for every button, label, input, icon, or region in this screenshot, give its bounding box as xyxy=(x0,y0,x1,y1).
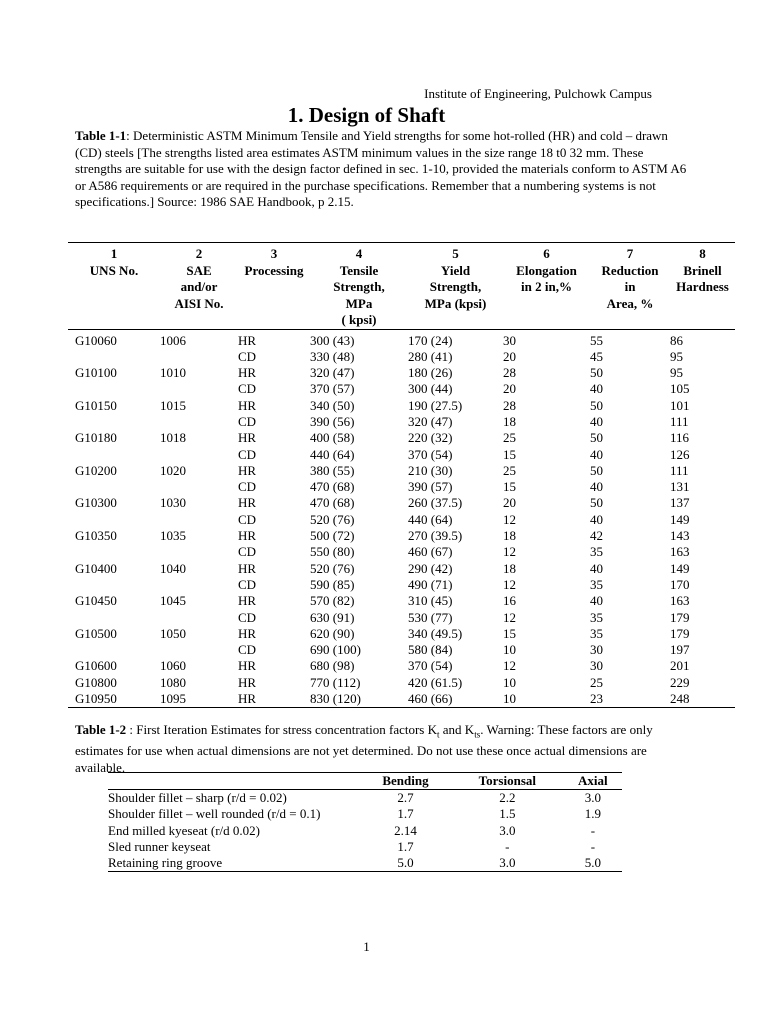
table-row xyxy=(68,610,735,626)
table-cell: 163 xyxy=(670,544,690,560)
table2-col-header: Bending xyxy=(382,773,429,788)
table-cell: 270 (39.5) xyxy=(408,528,463,544)
table-cell: 1010 xyxy=(160,365,186,381)
table-cell: G10150 xyxy=(75,397,117,413)
page-title: 1. Design of Shaft xyxy=(287,103,446,127)
table-cell: G10950 xyxy=(75,691,117,707)
table1-col-header: 1 UNS No. xyxy=(89,246,139,278)
table-row xyxy=(68,398,735,414)
table-cell: 12 xyxy=(503,511,516,527)
table-cell: 15 xyxy=(503,625,516,641)
table-row xyxy=(68,626,735,642)
table-cell: 30 xyxy=(590,642,603,658)
table-cell: 1050 xyxy=(160,625,186,641)
table-cell: HR xyxy=(238,658,257,674)
table-cell: 420 (61.5) xyxy=(408,674,463,690)
table-row xyxy=(68,495,735,511)
table-cell: HR xyxy=(238,397,257,413)
table-cell: CD xyxy=(238,609,257,625)
table1-col-header: 2 SAE and/or AISI No. xyxy=(174,246,224,311)
table2-col-header: Torsionsal xyxy=(478,773,536,788)
table-cell xyxy=(68,447,160,463)
table-cell: 520 (76) xyxy=(310,511,355,527)
table-row xyxy=(68,544,735,560)
table-cell: G10300 xyxy=(75,495,117,511)
table1-body xyxy=(68,329,735,708)
table-cell: 570 (82) xyxy=(310,593,355,609)
table-cell: 400 (58) xyxy=(310,430,355,446)
table-cell: 50 xyxy=(590,397,603,413)
table-cell xyxy=(160,642,238,658)
table-cell: 2.7 xyxy=(397,790,414,805)
table-cell: - xyxy=(590,838,596,854)
table-cell: HR xyxy=(238,528,257,544)
table-cell: 620 (90) xyxy=(310,625,355,641)
table-cell xyxy=(68,642,160,658)
table-cell: G10200 xyxy=(75,462,117,478)
table-cell: CD xyxy=(238,544,257,560)
table2-blank-header xyxy=(108,773,360,790)
table-cell: 116 xyxy=(670,430,690,446)
table-cell: G10100 xyxy=(75,365,117,381)
table2-body xyxy=(108,790,622,872)
table-cell: 830 (120) xyxy=(310,691,361,707)
table-cell: 15 xyxy=(503,446,516,462)
table-cell: 500 (72) xyxy=(310,528,355,544)
table-cell: 86 xyxy=(670,332,683,348)
table-row xyxy=(68,512,735,528)
table-cell: 131 xyxy=(670,479,690,495)
table-cell xyxy=(68,577,160,593)
table-cell: 20 xyxy=(503,381,516,397)
table-row xyxy=(68,479,735,495)
table-cell: 12 xyxy=(503,658,516,674)
table-cell: 179 xyxy=(670,625,690,641)
steel-strength-table xyxy=(68,242,735,708)
table-cell: 55 xyxy=(590,332,603,348)
table-cell: 310 (45) xyxy=(408,593,453,609)
table-cell: 690 (100) xyxy=(310,642,361,658)
table-cell: 550 (80) xyxy=(310,544,355,560)
table-cell: CD xyxy=(238,413,257,429)
table-row xyxy=(68,349,735,365)
table-cell: 340 (50) xyxy=(310,397,355,413)
table-cell: 1006 xyxy=(160,332,186,348)
table-cell: 300 (43) xyxy=(310,332,355,348)
table-row xyxy=(68,577,735,593)
table-cell: Sled runner keyseat xyxy=(108,838,211,854)
table-cell xyxy=(160,414,238,430)
table-cell: HR xyxy=(238,365,257,381)
table-cell: 1095 xyxy=(160,691,186,707)
table-cell xyxy=(160,610,238,626)
table-cell: 390 (56) xyxy=(310,413,355,429)
table-cell: 340 (49.5) xyxy=(408,625,463,641)
table-row xyxy=(108,823,622,839)
table-cell: 248 xyxy=(670,691,690,707)
table-cell: G10400 xyxy=(75,560,117,576)
table-row xyxy=(108,806,622,822)
table1-col-header: 7 Reduction in Area, % xyxy=(601,246,659,311)
table-cell: CD xyxy=(238,446,257,462)
page-number: 1 xyxy=(363,939,370,954)
table-cell: 20 xyxy=(503,348,516,364)
table-cell: 40 xyxy=(590,446,603,462)
table-cell: End milled kyeseat (r/d 0.02) xyxy=(108,822,260,838)
table-cell: 50 xyxy=(590,430,603,446)
table-cell: 580 (84) xyxy=(408,642,453,658)
table-cell: 105 xyxy=(670,381,690,397)
table-cell: 95 xyxy=(670,348,683,364)
table-row xyxy=(68,463,735,479)
table1-header-row xyxy=(68,243,735,330)
table-cell: 320 (47) xyxy=(310,365,355,381)
table-row xyxy=(68,447,735,463)
table-cell: 40 xyxy=(590,413,603,429)
table-cell: 470 (68) xyxy=(310,495,355,511)
table-cell: 50 xyxy=(590,495,603,511)
table-cell: 137 xyxy=(670,495,690,511)
table-row xyxy=(68,528,735,544)
table-cell: HR xyxy=(238,691,257,707)
table-cell: 23 xyxy=(590,691,603,707)
table-cell: 16 xyxy=(503,593,516,609)
table-cell: 28 xyxy=(503,365,516,381)
table-cell: 201 xyxy=(670,658,690,674)
table-cell xyxy=(68,544,160,560)
table1-col-header: 5 Yield Strength, MPa (kpsi) xyxy=(424,246,487,311)
table-cell: 1045 xyxy=(160,593,186,609)
table-cell: 10 xyxy=(503,674,516,690)
table-cell: 95 xyxy=(670,365,683,381)
table-cell: 18 xyxy=(503,413,516,429)
table-cell: 170 (24) xyxy=(408,332,453,348)
table2-col-header: Axial xyxy=(578,773,608,788)
table-cell: G10800 xyxy=(75,674,117,690)
table-cell: 20 xyxy=(503,495,516,511)
table-cell xyxy=(68,414,160,430)
table-cell: G10350 xyxy=(75,528,117,544)
table-cell: G10180 xyxy=(75,430,117,446)
table-row xyxy=(68,675,735,691)
table-cell: HR xyxy=(238,430,257,446)
table-cell: HR xyxy=(238,674,257,690)
table-row xyxy=(68,658,735,674)
table-cell: 2.2 xyxy=(499,790,516,805)
table-cell: 40 xyxy=(590,479,603,495)
table-cell: 15 xyxy=(503,479,516,495)
table-cell: 1030 xyxy=(160,495,186,511)
table-cell: 3.0 xyxy=(584,790,601,805)
table1-label: Table 1-1 xyxy=(75,128,127,143)
table-cell xyxy=(160,577,238,593)
table1-col-header: 3 Processing xyxy=(244,246,304,278)
table-cell: 25 xyxy=(590,674,603,690)
table-cell: 18 xyxy=(503,528,516,544)
table-cell: 1015 xyxy=(160,397,186,413)
table-row xyxy=(68,329,735,349)
table-cell: - xyxy=(505,838,510,854)
table-cell: 1.9 xyxy=(584,806,601,822)
table-cell xyxy=(160,544,238,560)
table-cell: 30 xyxy=(503,332,516,348)
table-cell: 390 (57) xyxy=(408,479,453,495)
table-cell: 35 xyxy=(590,544,603,560)
table-cell xyxy=(160,512,238,528)
table-cell: 111 xyxy=(670,413,689,429)
table-cell: 18 xyxy=(503,560,516,576)
table-cell: 2.14 xyxy=(394,822,417,838)
institution-header: Institute of Engineering, Pulchowk Campus xyxy=(424,86,652,101)
table-cell: 163 xyxy=(670,593,690,609)
table1-col-header: 4 Tensile Strength, MPa ( kpsi) xyxy=(333,246,385,327)
table-cell: 370 (54) xyxy=(408,446,453,462)
table-cell: 380 (55) xyxy=(310,462,355,478)
table-cell: 149 xyxy=(670,511,690,527)
table-cell: 460 (67) xyxy=(408,544,453,560)
table-cell: 290 (42) xyxy=(408,560,453,576)
table-row xyxy=(68,691,735,708)
table-row xyxy=(68,642,735,658)
table-cell: 143 xyxy=(670,528,690,544)
table-row xyxy=(68,430,735,446)
table-cell: - xyxy=(590,822,596,838)
table2-header-row xyxy=(108,773,622,790)
table-cell: 1.7 xyxy=(397,806,414,822)
table1-col-header: 6 Elongation in 2 in,% xyxy=(516,246,577,294)
table-cell: 229 xyxy=(670,674,690,690)
table-cell: 35 xyxy=(590,625,603,641)
table-cell: 42 xyxy=(590,528,603,544)
table-cell: 280 (41) xyxy=(408,348,453,364)
table-cell: 3.0 xyxy=(499,822,516,838)
table-cell xyxy=(68,349,160,365)
table-row xyxy=(68,365,735,381)
table-cell: HR xyxy=(238,332,257,348)
table-cell: Shoulder fillet – sharp (r/d = 0.02) xyxy=(108,790,287,805)
table-cell xyxy=(160,479,238,495)
table-cell: 1080 xyxy=(160,674,186,690)
table-cell: CD xyxy=(238,479,257,495)
table-cell: 5.0 xyxy=(397,855,414,871)
table-cell: 1035 xyxy=(160,528,186,544)
table-cell: 12 xyxy=(503,609,516,625)
table-cell: 40 xyxy=(590,593,603,609)
table-cell: 10 xyxy=(503,642,516,658)
table-cell: 180 (26) xyxy=(408,365,453,381)
table-cell: 210 (30) xyxy=(408,462,453,478)
table2-caption: Table 1-2 : First Iteration Estimates for stress concentration factors $K_t$ and $K_{ts}$. Warning: These factors are only estimates for use when actual dimensions are not yet determined. Do not use these once actual dimensions are available. xyxy=(75,722,653,775)
table-cell: 190 (27.5) xyxy=(408,397,463,413)
table-cell: 111 xyxy=(670,462,689,478)
table-cell: 5.0 xyxy=(584,855,601,871)
table-cell: 470 (68) xyxy=(310,479,355,495)
table-row xyxy=(68,561,735,577)
table-cell: 490 (71) xyxy=(408,576,453,592)
table-cell: HR xyxy=(238,625,257,641)
table-cell: 12 xyxy=(503,576,516,592)
table-cell: CD xyxy=(238,576,257,592)
table-cell: 440 (64) xyxy=(408,511,453,527)
table-cell: 1.5 xyxy=(499,806,516,822)
stress-concentration-table xyxy=(108,772,622,872)
table-cell: 300 (44) xyxy=(408,381,453,397)
table1-caption-text: : Deterministic ASTM Minimum Tensile and Yield strengths for some hot-rolled (HR) and cold – drawn (CD) steels [The strengths listed area estimates ASTM minimum values in the size range 18 t0 32 mm. These strengths are suitable for use with the design factor defined in sec. 1-10, provided the materials conform to ASTM A6 or A586 requirements or are required in the purchase specifications. Remember that a numbering systems is not specifications.] Source: 1986 SAE Handbook, p 2.15. xyxy=(75,128,687,209)
table-cell: 630 (91) xyxy=(310,609,355,625)
table-cell: 35 xyxy=(590,576,603,592)
table-cell: 25 xyxy=(503,430,516,446)
table-cell: 680 (98) xyxy=(310,658,355,674)
table-cell xyxy=(68,610,160,626)
table-cell: 220 (32) xyxy=(408,430,453,446)
table-cell: G10450 xyxy=(75,593,117,609)
table-cell: HR xyxy=(238,462,257,478)
table-cell: 30 xyxy=(590,658,603,674)
table-cell: HR xyxy=(238,560,257,576)
table-row xyxy=(108,839,622,855)
table-cell: 370 (54) xyxy=(408,658,453,674)
table-cell: 50 xyxy=(590,462,603,478)
table-cell: CD xyxy=(238,642,257,658)
table-cell: 1060 xyxy=(160,658,186,674)
table-cell: 770 (112) xyxy=(310,674,361,690)
table-cell: 330 (48) xyxy=(310,348,355,364)
table-cell: 40 xyxy=(590,560,603,576)
table2-label: Table 1-2 xyxy=(75,722,127,737)
table-cell: Retaining ring groove xyxy=(108,855,223,871)
table-cell xyxy=(68,479,160,495)
table1-col-header: 8 Brinell Hardness xyxy=(676,246,729,294)
table1-caption xyxy=(75,128,690,211)
table-cell: 370 (57) xyxy=(310,381,355,397)
table-cell: 260 (37.5) xyxy=(408,495,463,511)
table-cell: 1018 xyxy=(160,430,186,446)
table-cell: 440 (64) xyxy=(310,446,355,462)
table-cell: HR xyxy=(238,495,257,511)
table-cell: 12 xyxy=(503,544,516,560)
table-cell: CD xyxy=(238,511,257,527)
table-cell: G10600 xyxy=(75,658,117,674)
table-cell: HR xyxy=(238,593,257,609)
table-cell: CD xyxy=(238,348,257,364)
table-cell: 101 xyxy=(670,397,690,413)
table-row xyxy=(68,414,735,430)
table-cell: 50 xyxy=(590,365,603,381)
table-cell: 126 xyxy=(670,446,690,462)
table-cell: CD xyxy=(238,381,257,397)
table-cell: 179 xyxy=(670,609,690,625)
table-cell: G10060 xyxy=(75,332,117,348)
table-cell xyxy=(68,381,160,397)
table-cell xyxy=(160,447,238,463)
table-cell: G10500 xyxy=(75,625,117,641)
table-cell: 197 xyxy=(670,642,690,658)
table-cell: 3.0 xyxy=(499,855,516,871)
table-cell: 520 (76) xyxy=(310,560,355,576)
table-cell: 1.7 xyxy=(397,838,414,854)
table-cell: 40 xyxy=(590,511,603,527)
table-cell: Shoulder fillet – well rounded (r/d = 0.1) xyxy=(108,806,321,822)
table-cell xyxy=(160,381,238,397)
table-cell: 460 (66) xyxy=(408,691,453,707)
table-cell: 590 (85) xyxy=(310,576,355,592)
table-cell: 40 xyxy=(590,381,603,397)
table-cell xyxy=(160,349,238,365)
table-cell: 1020 xyxy=(160,462,186,478)
table-cell: 149 xyxy=(670,560,690,576)
table-cell xyxy=(68,512,160,528)
table-cell: 320 (47) xyxy=(408,413,453,429)
table-cell: 530 (77) xyxy=(408,609,453,625)
table-row xyxy=(68,593,735,609)
table-row xyxy=(108,855,622,872)
table-row xyxy=(108,790,622,807)
table-cell: 45 xyxy=(590,348,603,364)
table-cell: 1040 xyxy=(160,560,186,576)
table-row xyxy=(68,381,735,397)
table-cell: 170 xyxy=(670,576,690,592)
table-cell: 25 xyxy=(503,462,516,478)
table-cell: 10 xyxy=(503,691,516,707)
table-cell: 35 xyxy=(590,609,603,625)
table-cell: 28 xyxy=(503,397,516,413)
